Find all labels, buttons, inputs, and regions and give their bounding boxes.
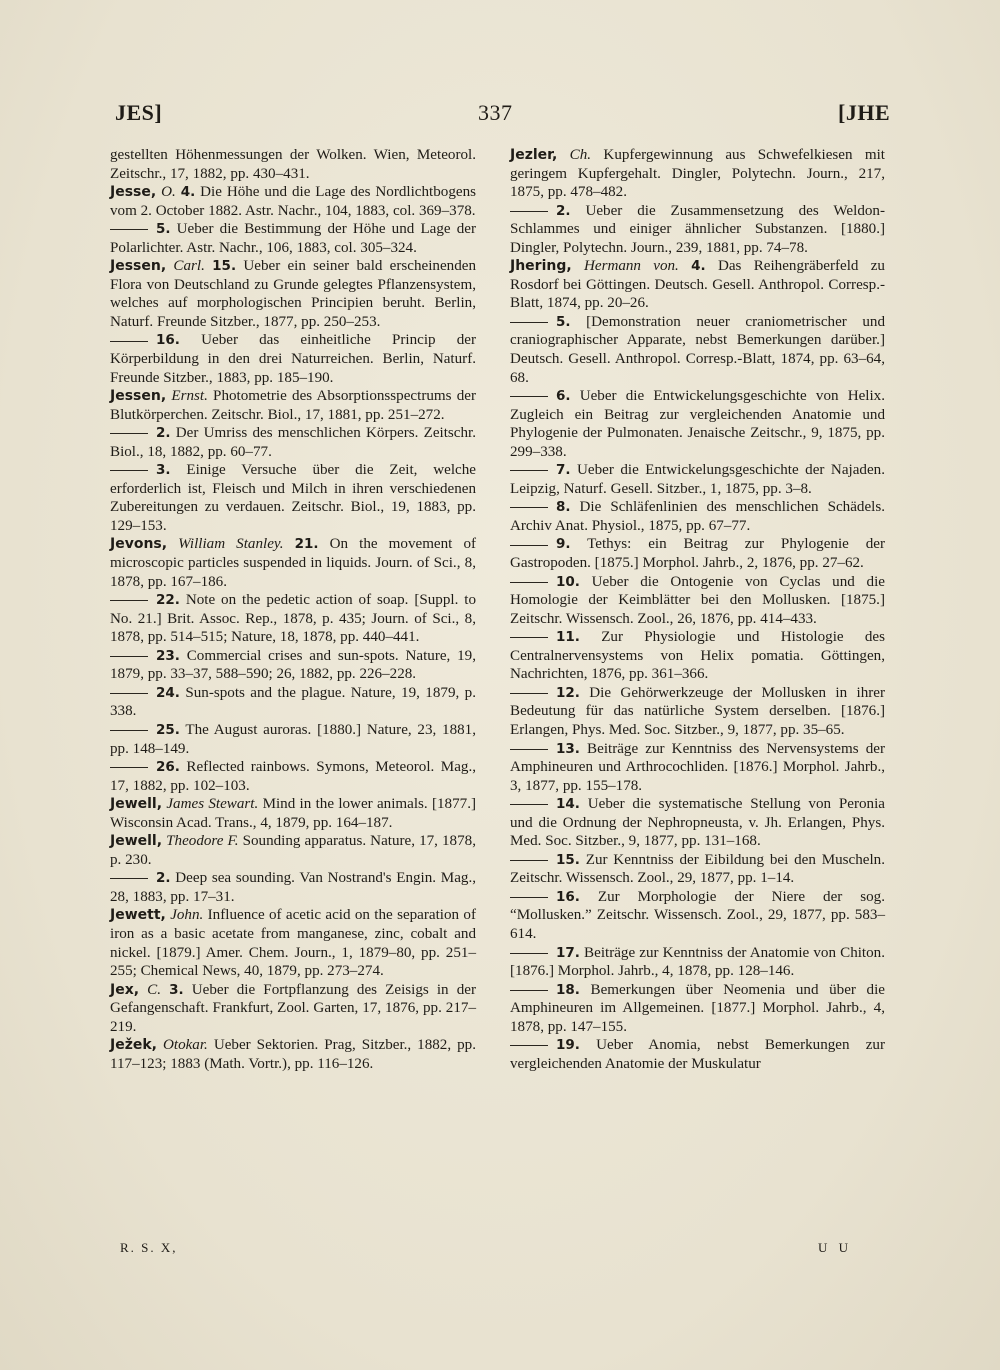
- ditto-rule: [110, 878, 148, 879]
- bibliography-entry: [510, 981, 885, 1037]
- ditto-rule: [510, 470, 548, 471]
- entry-text: Die Höhe und die Lage des Nordlichtbogens vom 2. October 1882. Astr. Nachr., 104, 1883, col. 369–378.: [110, 184, 476, 219]
- gathering-mark: U U: [818, 1240, 853, 1255]
- entry-text: [Demonstration neuer craniometrischer und craniographischer Apparate, nebst Bemerkungen darüber.] Deutsch. Gesell. Anthropol. Corresp.-Blatt, 1874, pp. 63–64, 68.: [510, 313, 885, 386]
- author-given-name: Hermann von.: [583, 258, 679, 275]
- entry-text: Beiträge zur Kenntniss des Nervensystems der Amphineuren und Arthrocochliden. [1876.] Morphol. Jahrb., 3, 1877, pp. 155–178.: [510, 740, 885, 794]
- entry-number: 12.: [556, 684, 580, 701]
- author-surname: Jesse,: [110, 184, 157, 201]
- author-surname: Jezler,: [510, 147, 558, 163]
- bibliography-entry: [510, 740, 885, 796]
- bibliography-entry: [510, 888, 885, 944]
- entry-number: 5.: [556, 313, 571, 330]
- author-given-name: Ch.: [569, 147, 592, 163]
- entry-number: 15.: [212, 258, 237, 275]
- entry-number: 2.: [156, 870, 171, 887]
- entry-text: Photometrie des Absorptionsspectrums der Blutkörperchen. Zeitschr. Biol., 17, 1881, pp. 251–272.: [110, 388, 476, 423]
- entry-number: 2.: [156, 425, 171, 442]
- entry-text: Zur Morphologie der Niere der sog. “Mollusken.” Zeitschr. Wissensch. Zool., 29, 1877, pp. 583–614.: [510, 888, 886, 942]
- bibliography-entry: [510, 313, 885, 387]
- entry-text: Ueber die Ontogenie von Cyclas und die Homologie der Keimblätter bei den Mollusken. [1875.] Zeitschr. Wissensch. Zool., 26, 1876, pp. 414–433.: [510, 573, 885, 627]
- entry-number: 13.: [556, 740, 580, 757]
- entry-number: 10.: [556, 573, 580, 590]
- entry-number: 16.: [156, 332, 180, 349]
- entry-number: 11.: [556, 629, 580, 646]
- author-given-name: O.: [161, 184, 176, 201]
- author-surname: Ježek,: [110, 1037, 157, 1054]
- bibliography-entry: [510, 851, 885, 888]
- author-surname: Jevons,: [110, 536, 168, 553]
- ditto-rule: [510, 749, 548, 750]
- entry-text: Ueber die Entwickelungsgeschichte der Najaden. Leipzig, Naturf. Gesell. Sitzber., 1, 1875, pp. 3–8.: [510, 462, 885, 497]
- entry-text: Beiträge zur Kenntniss der Anatomie von Chiton. [1876.] Morphol. Jahrb., 4, 1878, pp. 128–146.: [510, 944, 885, 980]
- bibliography-entry: [110, 684, 476, 721]
- ditto-rule: [510, 582, 548, 583]
- bibliography-entry: [110, 387, 476, 424]
- author-surname: Jewell,: [110, 833, 163, 850]
- ditto-rule: [510, 953, 548, 954]
- entry-number: 22.: [156, 592, 180, 609]
- entry-text: Ueber Anomia, nebst Bemerkungen zur vergleichenden Anatomie der Muskulatur: [510, 1037, 885, 1072]
- author-given-name: Theodore F.: [166, 833, 239, 850]
- entry-number: 6.: [556, 388, 571, 405]
- entry-number: 26.: [156, 759, 180, 776]
- author-surname: Jewett,: [110, 907, 166, 924]
- bibliography-entry: [510, 202, 885, 258]
- entry-text: Reflected rainbows. Symons, Meteorol. Mag., 17, 1882, pp. 102–103.: [110, 759, 476, 794]
- entry-text: Zur Kenntniss der Eibildung bei den Muscheln. Zeitschr. Wissensch. Zool., 29, 1877, pp. 1–14.: [510, 851, 885, 887]
- entry-text: Sounding apparatus. Nature, 17, 1878, p. 230.: [110, 833, 476, 868]
- ditto-rule: [110, 470, 148, 471]
- ditto-rule: [510, 860, 548, 861]
- ditto-rule: [510, 693, 548, 694]
- ditto-rule: [510, 1045, 548, 1046]
- author-given-name: Carl.: [173, 258, 205, 275]
- bibliography-entry: [110, 424, 476, 461]
- author-given-name: Ernst.: [171, 388, 208, 405]
- entry-number: 23.: [156, 647, 180, 664]
- entry-number: 4.: [180, 184, 196, 201]
- bibliography-entry: [110, 591, 476, 647]
- ditto-rule: [110, 229, 148, 230]
- entry-text: Influence of acetic acid on the separation of iron as a basic acetate from manganese, zinc, cobalt and nickel. [1879.] Amer. Chem. Journ., 1, 1879–80, pp. 251–255; Chemical News, 40, 1879, pp. 273–274.: [110, 907, 476, 980]
- author-surname: Jex,: [110, 981, 140, 998]
- bibliography-entry: [110, 906, 476, 980]
- bibliography-entry: [510, 387, 885, 461]
- entry-text: Ueber die Fortpflanzung des Zeisigs in der Gefangenschaft. Frankfurt, Zool. Garten, 17, 1876, pp. 217–219.: [110, 981, 476, 1035]
- ditto-rule: [110, 730, 148, 731]
- bibliography-entry: [110, 183, 476, 220]
- ditto-rule: [510, 990, 548, 991]
- entry-text: Sun-spots and the plague. Nature, 19, 1879, p. 338.: [110, 684, 476, 720]
- entry-number: 4.: [691, 258, 706, 275]
- ditto-rule: [510, 322, 548, 323]
- entry-number: 19.: [556, 1037, 580, 1054]
- author-given-name: William Stanley.: [178, 536, 284, 553]
- ditto-rule: [510, 507, 548, 508]
- entry-number: 5.: [156, 221, 171, 238]
- bibliography-entry: [110, 981, 476, 1037]
- author-given-name: Otokar.: [162, 1037, 208, 1054]
- entry-text: Bemerkungen über Neomenia und über die Amphineuren im Allgemeinen. [1877.] Morphol. Jahrb., 4, 1878, pp. 147–155.: [510, 981, 885, 1035]
- entry-text: Mind in the lower animals. [1877.] Wisconsin Acad. Trans., 4, 1879, pp. 164–187.: [110, 796, 476, 831]
- ditto-rule: [510, 211, 548, 212]
- page-number: 337: [478, 100, 513, 125]
- entry-number: 15.: [556, 851, 580, 868]
- ditto-rule: [510, 396, 548, 397]
- entry-text: Das Reihengräberfeld zu Rosdorf bei Göttingen. Deutsch. Gesell. Anthropol. Corresp.-Blatt, 1874, pp. 20–26.: [510, 258, 885, 312]
- entry-text: gestellten Höhenmessungen der Wolken. Wien, Meteorol. Zeitschr., 17, 1882, pp. 430–431.: [110, 147, 476, 182]
- author-given-name: C.: [147, 981, 162, 998]
- entry-text: Ueber das einheitliche Princip der Körperbildung in den drei Naturreichen. Berlin, Naturf. Freunde Sitzber., 1883, pp. 185–190.: [110, 332, 476, 386]
- bibliography-entry: [110, 146, 476, 183]
- ditto-rule: [110, 656, 148, 657]
- bibliography-entry: [510, 573, 885, 629]
- bibliography-entry: [110, 461, 476, 535]
- entry-number: 18.: [556, 981, 580, 998]
- ditto-rule: [110, 433, 148, 434]
- entry-text: Einige Versuche über die Zeit, welche erforderlich ist, Fleisch und Milch in ihren verschiedenen Zubereitungen zu verdauen. Zeitschr. Biol., 19, 1883, pp. 129–153.: [110, 462, 476, 534]
- entry-text: Tethys: ein Beitrag zur Phylogenie der Gastropoden. [1875.] Morphol. Jahrb., 2, 1876, pp. 27–62.: [510, 536, 885, 572]
- entry-number: 24.: [156, 684, 180, 701]
- entry-text: Der Umriss des menschlichen Körpers. Zeitschr. Biol., 18, 1882, pp. 60–77.: [110, 425, 476, 460]
- ditto-rule: [110, 341, 148, 342]
- entry-text: Commercial crises and sun-spots. Nature, 19, 1879, pp. 33–37, 588–590; 26, 1882, pp. 226–228.: [110, 647, 476, 683]
- bibliography-entry: [510, 1036, 885, 1073]
- entry-number: 16.: [556, 888, 580, 905]
- author-given-name: John.: [170, 907, 204, 924]
- right-column: [510, 146, 885, 1073]
- bibliography-entry: [110, 869, 476, 906]
- signature-mark: R. S. X,: [120, 1240, 178, 1255]
- bibliography-entry: [110, 331, 476, 387]
- ditto-rule: [510, 897, 548, 898]
- entry-number: 3.: [169, 981, 184, 998]
- entry-text: The August auroras. [1880.] Nature, 23, 1881, pp. 148–149.: [110, 721, 476, 757]
- author-surname: Jhering,: [510, 258, 572, 275]
- entry-number: 17.: [556, 944, 580, 961]
- ditto-rule: [510, 545, 548, 546]
- bibliography-entry: [510, 146, 885, 202]
- bibliography-entry: [110, 832, 476, 869]
- bibliography-entry: [110, 758, 476, 795]
- entry-number: 2.: [556, 202, 571, 219]
- running-head-left: JES]: [115, 100, 163, 125]
- bibliography-entry: [110, 795, 476, 832]
- entry-text: Zur Physiologie und Histologie des Centralnervensystems von Helix pomatia. Göttingen, Nachrichten, 1876, pp. 361–366.: [510, 629, 885, 683]
- entry-text: On the movement of microscopic particles suspended in liquids. Journ. of Sci., 8, 1878, pp. 167–186.: [110, 536, 477, 590]
- entry-text: Ueber die Bestimmung der Höhe und Lage der Polarlichter. Astr. Nachr., 106, 1883, col. 305–324.: [110, 221, 476, 256]
- bibliography-entry: [510, 461, 885, 498]
- entry-number: 7.: [556, 462, 571, 479]
- bibliography-entry: [510, 498, 885, 535]
- author-given-name: James Stewart.: [166, 796, 259, 813]
- entry-text: Kupfergewinnung aus Schwefelkiesen mit geringem Kupfergehalt. Dingler, Polytechn. Journ., 217, 1875, pp. 478–482.: [510, 147, 885, 201]
- entry-text: Ueber die Zusammensetzung des Weldon-Schlammes und einiger ähnlicher Substanzen. [1880.] Dingler, Polytechn. Journ., 239, 1881, pp. 74–78.: [510, 202, 885, 256]
- bibliography-entry: [510, 628, 885, 684]
- entry-number: 8.: [556, 499, 571, 516]
- bibliography-entry: [110, 721, 476, 758]
- left-column: [110, 146, 476, 1073]
- entry-number: 21.: [294, 536, 319, 553]
- author-surname: Jewell,: [110, 796, 163, 813]
- ditto-rule: [510, 637, 548, 638]
- entry-number: 14.: [556, 796, 580, 813]
- author-surname: Jessen,: [110, 258, 167, 275]
- entry-text: Die Schläfenlinien des menschlichen Schädels. Archiv Anat. Physiol., 1875, pp. 67–77.: [510, 499, 885, 534]
- bibliography-entry: [110, 535, 476, 591]
- bibliography-entry: [510, 535, 885, 572]
- bibliography-entry: [510, 944, 885, 981]
- entry-text: Deep sea sounding. Van Nostrand's Engin. Mag., 28, 1883, pp. 17–31.: [110, 870, 476, 905]
- entry-text: Ueber Sektorien. Prag, Sitzber., 1882, pp. 117–123; 1883 (Math. Vortr.), pp. 116–126.: [110, 1037, 476, 1072]
- ditto-rule: [110, 600, 148, 601]
- entry-text: Ueber ein seiner bald erscheinenden Flora von Deutschland zu Grunde gelegtes Pflanzensystem, welches auf morphologischen Principien beruht. Berlin, Naturf. Freunde Sitzber., 1877, pp. 250–253.: [110, 258, 477, 330]
- bibliography-entry: [110, 1036, 476, 1073]
- author-surname: Jessen,: [110, 388, 167, 405]
- bibliography-entry: [510, 795, 885, 851]
- entry-number: 25.: [156, 721, 180, 738]
- bibliography-entry: [110, 220, 476, 257]
- bibliography-entry: [110, 257, 476, 331]
- ditto-rule: [510, 804, 548, 805]
- bibliography-entry: [510, 257, 885, 313]
- entry-text: Ueber die Entwickelungsgeschichte von Helix. Zugleich ein Beitrag zur vergleichenden Anatomie und Phylogenie der Pulmonaten. Jenaische Zeitschr., 9, 1875, pp. 299–338.: [510, 388, 886, 460]
- entry-text: Die Gehörwerkzeuge der Mollusken in ihrer Bedeutung für das natürliche System derselben. [1876.] Erlangen, Phys. Med. Soc. Sitzber., 9, 1877, pp. 35–65.: [510, 684, 885, 738]
- entry-text: Note on the pedetic action of soap. [Suppl. to No. 21.] Brit. Assoc. Rep., 1878, p. 435; Journ. of Sci., 8, 1878, pp. 514–515; Nature, 18, 1878, pp. 440–441.: [110, 592, 476, 646]
- bibliography-entry: [510, 684, 885, 740]
- ditto-rule: [110, 693, 148, 694]
- entry-number: 3.: [156, 462, 171, 479]
- bibliography-entry: [110, 647, 476, 684]
- entry-text: Ueber die systematische Stellung von Peronia und die Ordnung der Nephropneusta, v. Jh. Erlangen, Phys. Med. Soc. Sitzber., 9, 1877, pp. 131–168.: [510, 796, 885, 850]
- ditto-rule: [110, 767, 148, 768]
- running-head-right: [JHE: [838, 100, 891, 125]
- entry-number: 9.: [556, 536, 571, 553]
